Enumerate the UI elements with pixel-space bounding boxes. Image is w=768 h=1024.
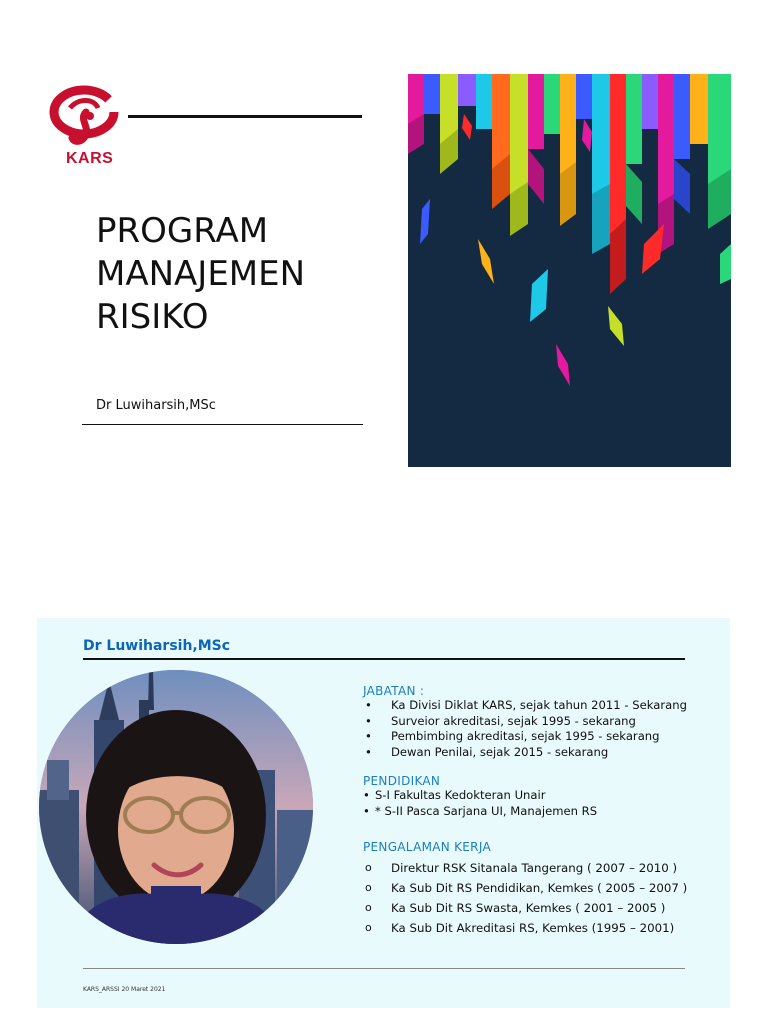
- profile-divider: [83, 658, 685, 660]
- portrait-photo-icon: [39, 670, 313, 944]
- title-line: MANAJEMEN: [96, 254, 306, 294]
- profile-slide: [37, 618, 730, 1008]
- pendidikan-list: [363, 788, 597, 819]
- list-item: • Pembimbing akreditasi, sejak 1995 - sekarang: [365, 729, 660, 743]
- list-item: • Ka Divisi Diklat KARS, sejak tahun 2011 - Sekarang: [365, 698, 687, 712]
- profile-name: Dr Luwiharsih,MSc: [83, 638, 231, 654]
- jabatan-section: [363, 684, 687, 760]
- logo-text: KARS: [66, 150, 114, 167]
- list-item: o Ka Sub Dit Akreditasi RS, Kemkes (1995 – 2001): [365, 921, 675, 935]
- author-name: Dr Luwiharsih,MSc: [96, 398, 216, 413]
- pengalaman-list: [363, 858, 687, 938]
- list-item-text: * S-II Pasca Sarjana UI, Manajemen RS: [375, 803, 598, 818]
- pendidikan-heading: PENDIDIKAN: [363, 774, 441, 788]
- colorful-ribbons-art-icon: [408, 74, 731, 467]
- pengalaman-section: [363, 840, 687, 938]
- list-item: • * S-II Pasca Sarjana UI, Manajemen RS: [363, 803, 598, 818]
- list-item-text: Ka Sub Dit Akreditasi RS, Kemkes (1995 – 2001): [391, 921, 675, 935]
- list-item: o Ka Sub Dit RS Pendidikan, Kemkes ( 2005 – 2007 ): [365, 881, 688, 895]
- list-item-text: Ka Sub Dit RS Pendidikan, Kemkes ( 2005 – 2007 ): [391, 881, 688, 895]
- header-divider: [128, 115, 362, 118]
- footer-divider: [83, 968, 685, 969]
- jabatan-list: [363, 698, 687, 760]
- list-item-text: Surveior akreditasi, sejak 1995 - sekarang: [391, 713, 636, 728]
- list-item: o Ka Sub Dit RS Swasta, Kemkes ( 2001 – 2005 ): [365, 901, 666, 915]
- list-item-text: Dewan Penilai, sejak 2015 - sekarang: [391, 744, 609, 759]
- list-item: • Dewan Penilai, sejak 2015 - sekarang: [365, 744, 609, 759]
- list-item-text: S-I Fakultas Kedokteran Unair: [375, 788, 546, 802]
- pengalaman-heading: PENGALAMAN KERJA: [363, 840, 491, 854]
- title-line: RISIKO: [96, 297, 209, 337]
- list-item: o Direktur RSK Sitanala Tangerang ( 2007 – 2010 ): [365, 861, 678, 875]
- kars-logo-icon: [48, 82, 122, 152]
- pendidikan-section: [363, 774, 597, 819]
- list-item-text: Ka Divisi Diklat KARS, sejak tahun 2011 - Sekarang: [391, 698, 687, 712]
- page-title: [96, 210, 305, 339]
- footer-text: KARS_ARSSI 20 Maret 2021: [83, 986, 166, 993]
- list-item-text: Direktur RSK Sitanala Tangerang ( 2007 – 2010 ): [391, 861, 678, 875]
- author-divider: [82, 424, 363, 425]
- jabatan-heading: JABATAN :: [363, 684, 425, 698]
- list-item: • Surveior akreditasi, sejak 1995 - sekarang: [365, 713, 636, 728]
- title-line: PROGRAM: [96, 211, 269, 251]
- list-item: • S-I Fakultas Kedokteran Unair: [363, 788, 546, 802]
- list-item-text: Pembimbing akreditasi, sejak 1995 - sekarang: [391, 729, 660, 743]
- list-item-text: Ka Sub Dit RS Swasta, Kemkes ( 2001 – 2005 ): [391, 901, 666, 915]
